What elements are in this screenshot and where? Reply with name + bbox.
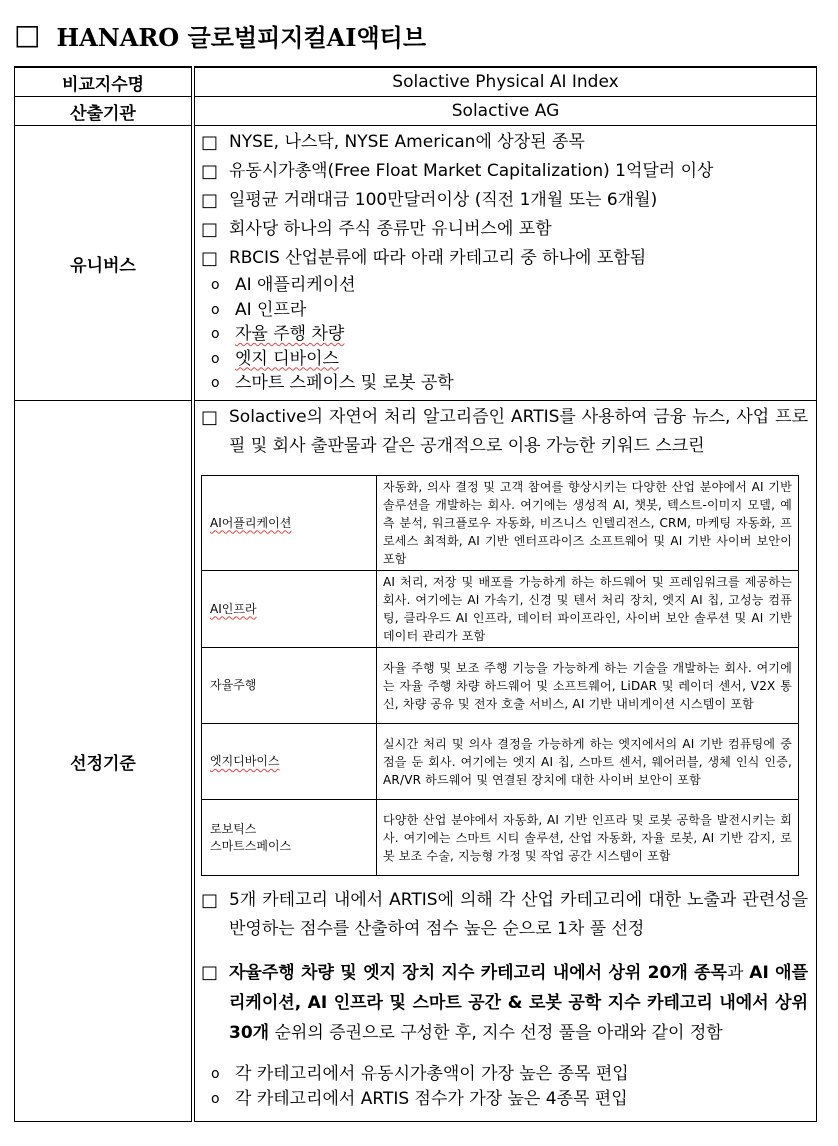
category-table [201,475,799,876]
comparison-index-table [14,66,817,1122]
index-name-value-cell [193,67,817,97]
universe-subitem: o 스마트 스페이스 및 로봇 공학 [211,373,454,393]
category-description: 자동화, 의사 결정 및 고객 참여를 향상시키는 다양한 산업 분야에서 AI 기반 솔루션을 개발하는 회사. 여기에는 생성적 AI, 챗봇, 텍스트-이미지 모델, 예측 분석, 워크플로우 자동화, 비즈니스 인텔리전스, CRM, 마케팅 자동화, 프로세스 최적화, AI 기반 엔터프라이즈 소프트웨어 및 AI 기반 사이버 보안이 포함 [377,476,799,571]
category-description: 자율 주행 및 보조 주행 기능을 가능하게 하는 기술을 개발하는 회사. 여기에는 자율 주행 차량 하드웨어 및 소프트웨어, LiDAR 및 레이더 센서, V2X 통신, 차량 공유 및 전자 호출 서비스, AI 기반 내비게이션 시스템이 포함 [377,648,799,724]
selection-step1: □ 5개 카테고리 내에서 ARTIS에 의해 각 산업 카테고리에 대한 노출과 관련성을 반영하는 점수를 산출하여 점수 높은 순으로 1차 풀 선정 [201,890,808,939]
title-checkbox: □ [14,18,41,51]
universe-item: □ 일평균 거래대금 100만달러이상 (직전 1개월 또는 6개월) [201,190,658,211]
universe-item: □ 유동시가총액(Free Float Market Capitalization) 1억달러 이상 [201,161,714,182]
provider-value-cell [193,97,817,126]
final-item: o 각 카테고리에서 ARTIS 점수가 가장 높은 4종목 편입 [211,1088,628,1109]
fund-name: HANARO 글로벌피지컬AI액티브 [56,22,427,52]
universe-content [195,126,816,400]
universe-label: 유니버스 [15,126,194,401]
universe-item: □ RBCIS 산업분류에 따라 아래 카테고리 중 하나에 포함됨 [201,248,647,269]
universe-subitem: o 엣지 디바이스 [211,348,339,369]
final-item: o 각 카테고리에서 유동시가총액이 가장 높은 종목 편입 [211,1064,629,1084]
universe-item: □ 회사당 하나의 주식 종류만 유니버스에 포함 [201,219,552,240]
category-name: AI어플리케이션 [202,476,377,571]
category-description: 다양한 산업 분야에서 자동화, AI 기반 인프라 및 로봇 공학을 발전시키는 회사. 여기에는 스마트 시티 솔루션, 산업 자동화, 자율 로봇, AI 기반 감지, 로봇 보조 수술, 지능형 가정 및 작업 공간 시스템이 포함 [377,800,799,876]
universe-subitem: o AI 애플리케이션 [211,275,356,295]
category-name: 자율주행 [202,648,377,724]
selection-step2: □ 자율주행 차량 및 엣지 장치 지수 카테고리 내에서 상위 20개 종목과 AI 애플리케이션, AI 인프라 및 스마트 공간 & 로봇 공학 지수 카테고리 내에서 상위 30개 순위의 증권으로 구성한 후, 지수 선정 풀을 아래와 같이 정함 [201,962,808,1043]
category-name: 로보틱스 스마트스페이스 [202,800,377,876]
index-name-value: Solactive Physical AI Index [392,72,619,92]
selection-label: 선정기준 [15,401,194,1122]
selection-content [195,401,816,1121]
universe-subitem: o AI 인프라 [211,299,307,320]
category-name: 엣지디바이스 [202,724,377,800]
provider-value: Solactive AG [451,101,560,121]
selection-intro: □ Solactive의 자연어 처리 알고리즘인 ARTIS를 사용하여 금융 뉴스, 사업 프로필 및 회사 출판물과 같은 공개적으로 이용 가능한 키워드 스크린 [201,407,808,456]
universe-item: □ NYSE, 나스닥, NYSE American에 상장된 종목 [201,132,585,153]
document-title [14,18,426,52]
category-description: 실시간 처리 및 의사 결정을 가능하게 하는 엣지에서의 AI 기반 컴퓨팅에 중점을 둔 회사. 여기에는 엣지 AI 칩, 스마트 센서, 웨어러블, 생체 인식 인증, AR/VR 하드웨어 및 연결된 장치에 대한 사이버 보안이 포함 [377,724,799,800]
category-name: AI인프라 [202,571,377,648]
selection-cell [193,401,817,1122]
index-name-label: 비교지수명 [15,67,194,97]
universe-cell [193,126,817,401]
universe-subitem: o 자율 주행 차량 [211,324,345,344]
category-description: AI 처리, 저장 및 배포를 가능하게 하는 하드웨어 및 프레임워크를 제공하는 회사. 여기에는 AI 가속기, 신경 및 텐서 처리 장치, 엣지 AI 칩, 고성능 컴퓨팅, 클라우드 AI 인프라, 데이터 파이프라인, 사이버 보안 솔루션 및 AI 기반 데이터 관리가 포함 [377,571,799,648]
provider-label: 산출기관 [15,97,194,126]
